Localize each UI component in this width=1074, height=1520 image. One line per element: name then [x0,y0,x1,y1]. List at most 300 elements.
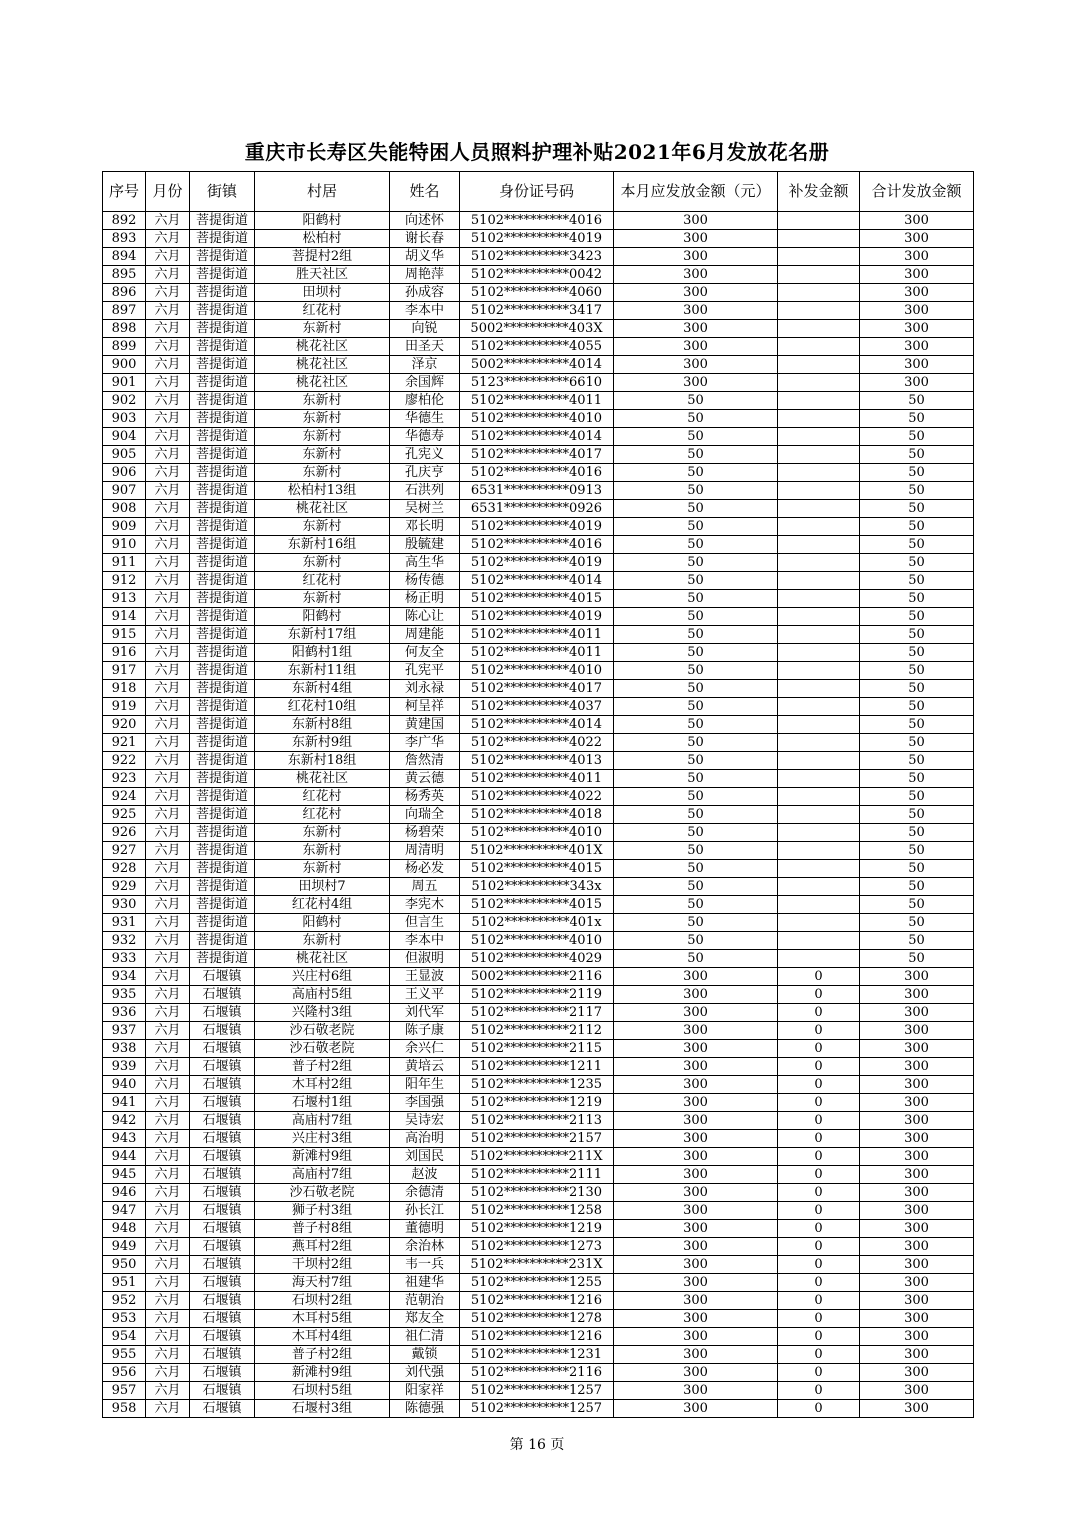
cell-id-number: 5102**********4014 [460,428,614,446]
cell-supplement-amount [778,230,860,248]
cell-month: 六月 [146,1076,190,1094]
cell-name: 范朝治 [390,1292,460,1310]
cell-id-number: 5102**********4015 [460,896,614,914]
cell-total-amount: 300 [860,1022,974,1040]
cell-street: 石堰镇 [190,1256,255,1274]
cell-village: 桃花社区 [255,770,390,788]
cell-total-amount: 300 [860,1364,974,1382]
cell-month: 六月 [146,770,190,788]
cell-month: 六月 [146,1364,190,1382]
header-row [103,172,974,212]
cell-total-amount: 300 [860,1202,974,1220]
cell-village: 石堰村3组 [255,1400,390,1418]
cell-name: 但淑明 [390,950,460,968]
cell-month: 六月 [146,392,190,410]
cell-total-amount: 50 [860,788,974,806]
header-monthly-amount: 本月应发放金额（元） [614,172,778,212]
cell-name: 李国强 [390,1094,460,1112]
cell-village: 高庙村5组 [255,986,390,1004]
cell-supplement-amount [778,248,860,266]
cell-month: 六月 [146,932,190,950]
cell-monthly-amount: 300 [614,1364,778,1382]
cell-total-amount: 300 [860,266,974,284]
cell-id-number: 5102**********4014 [460,716,614,734]
cell-village: 桃花社区 [255,374,390,392]
table-row [103,464,974,482]
cell-total-amount: 50 [860,878,974,896]
cell-village: 石坝村5组 [255,1382,390,1400]
cell-month: 六月 [146,824,190,842]
cell-monthly-amount: 300 [614,968,778,986]
cell-id-number: 5102**********1235 [460,1076,614,1094]
cell-id-number: 5102**********4016 [460,464,614,482]
cell-monthly-amount: 50 [614,392,778,410]
cell-id-number: 5102**********401X [460,842,614,860]
cell-total-amount: 50 [860,590,974,608]
cell-village: 沙石敬老院 [255,1040,390,1058]
cell-name: 郑友全 [390,1310,460,1328]
cell-name: 戴锁 [390,1346,460,1364]
cell-total-amount: 300 [860,1094,974,1112]
cell-index: 953 [103,1310,146,1328]
cell-supplement-amount [778,446,860,464]
cell-month: 六月 [146,590,190,608]
cell-index: 933 [103,950,146,968]
cell-name: 黄建国 [390,716,460,734]
cell-village: 石坝村2组 [255,1292,390,1310]
cell-month: 六月 [146,1220,190,1238]
cell-village: 松柏村13组 [255,482,390,500]
cell-village: 东新村 [255,824,390,842]
table-row [103,392,974,410]
cell-total-amount: 50 [860,626,974,644]
cell-index: 938 [103,1040,146,1058]
cell-street: 菩提街道 [190,698,255,716]
cell-name: 杨必发 [390,860,460,878]
cell-month: 六月 [146,644,190,662]
cell-total-amount: 300 [860,1382,974,1400]
cell-supplement-amount [778,536,860,554]
table-row [103,770,974,788]
table-row [103,410,974,428]
cell-name: 胡义华 [390,248,460,266]
cell-name: 邓长明 [390,518,460,536]
cell-name: 华德寿 [390,428,460,446]
cell-index: 920 [103,716,146,734]
cell-supplement-amount [778,842,860,860]
cell-id-number: 5102**********2157 [460,1130,614,1148]
cell-supplement-amount [778,950,860,968]
cell-village: 东新村 [255,842,390,860]
cell-month: 六月 [146,1256,190,1274]
cell-id-number: 5102**********4015 [460,860,614,878]
cell-name: 吴诗宏 [390,1112,460,1130]
cell-index: 955 [103,1346,146,1364]
cell-monthly-amount: 50 [614,590,778,608]
cell-street: 石堰镇 [190,1310,255,1328]
cell-monthly-amount: 50 [614,626,778,644]
table-row [103,1076,974,1094]
cell-id-number: 5102**********1278 [460,1310,614,1328]
cell-village: 木耳村5组 [255,1310,390,1328]
table-row [103,446,974,464]
cell-village: 东新村 [255,554,390,572]
cell-id-number: 6531**********0913 [460,482,614,500]
cell-village: 红花村 [255,788,390,806]
cell-street: 石堰镇 [190,1292,255,1310]
cell-monthly-amount: 50 [614,464,778,482]
table-row [103,518,974,536]
cell-total-amount: 50 [860,410,974,428]
cell-month: 六月 [146,410,190,428]
cell-total-amount: 50 [860,662,974,680]
cell-total-amount: 50 [860,770,974,788]
table-row [103,230,974,248]
cell-village: 普子村2组 [255,1346,390,1364]
table-row [103,1382,974,1400]
cell-supplement-amount [778,896,860,914]
cell-street: 菩提街道 [190,212,255,230]
cell-village: 阳鹤村 [255,608,390,626]
cell-village: 东新村9组 [255,734,390,752]
cell-street: 石堰镇 [190,1130,255,1148]
cell-monthly-amount: 300 [614,1292,778,1310]
cell-month: 六月 [146,572,190,590]
cell-id-number: 5102**********2112 [460,1022,614,1040]
cell-supplement-amount: 0 [778,986,860,1004]
cell-id-number: 5102**********1258 [460,1202,614,1220]
cell-id-number: 5102**********1219 [460,1220,614,1238]
cell-name: 董德明 [390,1220,460,1238]
cell-street: 菩提街道 [190,536,255,554]
cell-month: 六月 [146,698,190,716]
cell-monthly-amount: 300 [614,1148,778,1166]
cell-supplement-amount [778,680,860,698]
table-row [103,1310,974,1328]
cell-supplement-amount [778,320,860,338]
cell-month: 六月 [146,662,190,680]
cell-supplement-amount [778,482,860,500]
cell-month: 六月 [146,1040,190,1058]
cell-total-amount: 50 [860,428,974,446]
cell-monthly-amount: 50 [614,788,778,806]
cell-village: 石堰村1组 [255,1094,390,1112]
cell-street: 菩提街道 [190,626,255,644]
cell-month: 六月 [146,374,190,392]
cell-name: 黄培云 [390,1058,460,1076]
cell-name: 祖建华 [390,1274,460,1292]
cell-name: 陈德强 [390,1400,460,1418]
table-row [103,284,974,302]
cell-monthly-amount: 50 [614,914,778,932]
cell-supplement-amount [778,266,860,284]
cell-street: 菩提街道 [190,392,255,410]
header-supplement-amount: 补发金额 [778,172,860,212]
table-row [103,914,974,932]
cell-month: 六月 [146,914,190,932]
cell-total-amount: 50 [860,698,974,716]
cell-month: 六月 [146,950,190,968]
table-row [103,950,974,968]
cell-monthly-amount: 50 [614,608,778,626]
cell-total-amount: 300 [860,1274,974,1292]
cell-month: 六月 [146,320,190,338]
cell-name: 向述怀 [390,212,460,230]
cell-street: 菩提街道 [190,518,255,536]
cell-supplement-amount [778,716,860,734]
cell-street: 石堰镇 [190,968,255,986]
cell-index: 911 [103,554,146,572]
cell-total-amount: 50 [860,842,974,860]
cell-village: 桃花社区 [255,950,390,968]
cell-street: 石堰镇 [190,1238,255,1256]
cell-month: 六月 [146,1382,190,1400]
cell-total-amount: 300 [860,248,974,266]
cell-total-amount: 50 [860,914,974,932]
cell-index: 936 [103,1004,146,1022]
cell-id-number: 5102**********4022 [460,788,614,806]
cell-monthly-amount: 300 [614,248,778,266]
cell-street: 菩提街道 [190,752,255,770]
cell-month: 六月 [146,500,190,518]
cell-index: 941 [103,1094,146,1112]
cell-supplement-amount [778,464,860,482]
cell-name: 但言生 [390,914,460,932]
cell-total-amount: 300 [860,1004,974,1022]
cell-name: 孔宪义 [390,446,460,464]
cell-name: 周五 [390,878,460,896]
cell-village: 东新村 [255,860,390,878]
cell-total-amount: 50 [860,824,974,842]
cell-total-amount: 300 [860,1400,974,1418]
table-row [103,1148,974,1166]
cell-supplement-amount: 0 [778,1346,860,1364]
cell-monthly-amount: 300 [614,1076,778,1094]
cell-village: 菩提村2组 [255,248,390,266]
cell-name: 刘代军 [390,1004,460,1022]
cell-village: 高庙村7组 [255,1166,390,1184]
table-row [103,662,974,680]
cell-index: 901 [103,374,146,392]
cell-total-amount: 300 [860,284,974,302]
cell-name: 刘国民 [390,1148,460,1166]
cell-street: 菩提街道 [190,806,255,824]
cell-name: 余兴仁 [390,1040,460,1058]
cell-index: 947 [103,1202,146,1220]
cell-name: 何友全 [390,644,460,662]
cell-village: 东新村 [255,392,390,410]
cell-supplement-amount: 0 [778,1166,860,1184]
cell-index: 900 [103,356,146,374]
cell-street: 菩提街道 [190,662,255,680]
cell-index: 940 [103,1076,146,1094]
cell-monthly-amount: 300 [614,1202,778,1220]
cell-monthly-amount: 50 [614,716,778,734]
cell-village: 桃花社区 [255,338,390,356]
cell-index: 952 [103,1292,146,1310]
cell-total-amount: 300 [860,1040,974,1058]
cell-name: 高治明 [390,1130,460,1148]
cell-total-amount: 300 [860,356,974,374]
cell-index: 929 [103,878,146,896]
cell-id-number: 5102**********4018 [460,806,614,824]
cell-monthly-amount: 300 [614,1112,778,1130]
cell-supplement-amount [778,752,860,770]
roster-body [103,212,974,1418]
cell-village: 东新村8组 [255,716,390,734]
cell-village: 阳鹤村 [255,914,390,932]
cell-index: 930 [103,896,146,914]
cell-monthly-amount: 300 [614,1094,778,1112]
cell-id-number: 5102**********3423 [460,248,614,266]
cell-id-number: 5102**********4017 [460,446,614,464]
cell-id-number: 5102**********1216 [460,1328,614,1346]
cell-index: 932 [103,932,146,950]
cell-name: 谢长春 [390,230,460,248]
cell-supplement-amount: 0 [778,1076,860,1094]
cell-id-number: 5102**********1257 [460,1382,614,1400]
cell-index: 922 [103,752,146,770]
table-row [103,824,974,842]
cell-index: 928 [103,860,146,878]
cell-village: 狮子村3组 [255,1202,390,1220]
cell-supplement-amount [778,932,860,950]
cell-id-number: 5102**********4019 [460,608,614,626]
cell-monthly-amount: 300 [614,1274,778,1292]
page-number: 第 16 页 [509,1437,565,1453]
cell-village: 红花村 [255,302,390,320]
table-row [103,932,974,950]
table-row [103,1112,974,1130]
cell-monthly-amount: 300 [614,1004,778,1022]
cell-name: 李本中 [390,302,460,320]
cell-id-number: 6531**********0926 [460,500,614,518]
cell-village: 红花村 [255,806,390,824]
cell-monthly-amount: 50 [614,644,778,662]
cell-supplement-amount: 0 [778,1382,860,1400]
cell-month: 六月 [146,266,190,284]
cell-supplement-amount: 0 [778,1184,860,1202]
cell-total-amount: 300 [860,986,974,1004]
table-row [103,428,974,446]
cell-month: 六月 [146,806,190,824]
cell-supplement-amount [778,374,860,392]
cell-total-amount: 300 [860,1292,974,1310]
cell-street: 菩提街道 [190,284,255,302]
cell-index: 939 [103,1058,146,1076]
cell-month: 六月 [146,1202,190,1220]
cell-street: 菩提街道 [190,932,255,950]
cell-month: 六月 [146,842,190,860]
cell-supplement-amount: 0 [778,1004,860,1022]
cell-village: 兴庄村3组 [255,1130,390,1148]
cell-total-amount: 50 [860,716,974,734]
cell-supplement-amount [778,338,860,356]
cell-supplement-amount [778,410,860,428]
cell-name: 李本中 [390,932,460,950]
cell-name: 余德清 [390,1184,460,1202]
cell-street: 石堰镇 [190,1004,255,1022]
cell-supplement-amount: 0 [778,1220,860,1238]
cell-month: 六月 [146,536,190,554]
cell-street: 石堰镇 [190,1202,255,1220]
cell-id-number: 5102**********2115 [460,1040,614,1058]
cell-name: 殷毓建 [390,536,460,554]
cell-id-number: 5002**********403X [460,320,614,338]
table-row [103,1130,974,1148]
cell-index: 927 [103,842,146,860]
cell-street: 菩提街道 [190,842,255,860]
cell-index: 942 [103,1112,146,1130]
cell-id-number: 5102**********0042 [460,266,614,284]
cell-total-amount: 300 [860,1130,974,1148]
cell-index: 946 [103,1184,146,1202]
table-row [103,1328,974,1346]
cell-street: 菩提街道 [190,482,255,500]
cell-index: 897 [103,302,146,320]
table-row [103,1058,974,1076]
cell-supplement-amount [778,554,860,572]
table-row [103,860,974,878]
cell-index: 945 [103,1166,146,1184]
table-row [103,212,974,230]
cell-supplement-amount [778,788,860,806]
table-row [103,896,974,914]
cell-supplement-amount: 0 [778,1040,860,1058]
cell-monthly-amount: 300 [614,1400,778,1418]
table-row [103,680,974,698]
roster-table [102,171,974,1418]
table-row [103,878,974,896]
cell-monthly-amount: 300 [614,266,778,284]
cell-street: 菩提街道 [190,716,255,734]
cell-index: 943 [103,1130,146,1148]
cell-monthly-amount: 50 [614,752,778,770]
cell-street: 菩提街道 [190,788,255,806]
cell-street: 石堰镇 [190,1364,255,1382]
cell-village: 兴隆村3组 [255,1004,390,1022]
cell-index: 907 [103,482,146,500]
cell-monthly-amount: 50 [614,698,778,716]
cell-month: 六月 [146,968,190,986]
cell-id-number: 5102**********4014 [460,572,614,590]
cell-id-number: 5102**********4019 [460,518,614,536]
cell-index: 926 [103,824,146,842]
cell-village: 胜天社区 [255,266,390,284]
cell-name: 余国辉 [390,374,460,392]
cell-supplement-amount [778,644,860,662]
cell-id-number: 5102**********4037 [460,698,614,716]
cell-month: 六月 [146,1148,190,1166]
cell-supplement-amount [778,734,860,752]
cell-supplement-amount [778,662,860,680]
cell-month: 六月 [146,986,190,1004]
cell-id-number: 5102**********2113 [460,1112,614,1130]
cell-index: 899 [103,338,146,356]
cell-monthly-amount: 50 [614,806,778,824]
cell-street: 菩提街道 [190,248,255,266]
cell-index: 935 [103,986,146,1004]
cell-monthly-amount: 300 [614,1328,778,1346]
cell-monthly-amount: 300 [614,284,778,302]
cell-name: 田圣天 [390,338,460,356]
table-row [103,968,974,986]
cell-street: 菩提街道 [190,320,255,338]
cell-name: 王义平 [390,986,460,1004]
table-row [103,1040,974,1058]
cell-village: 东新村 [255,464,390,482]
cell-name: 周艳萍 [390,266,460,284]
